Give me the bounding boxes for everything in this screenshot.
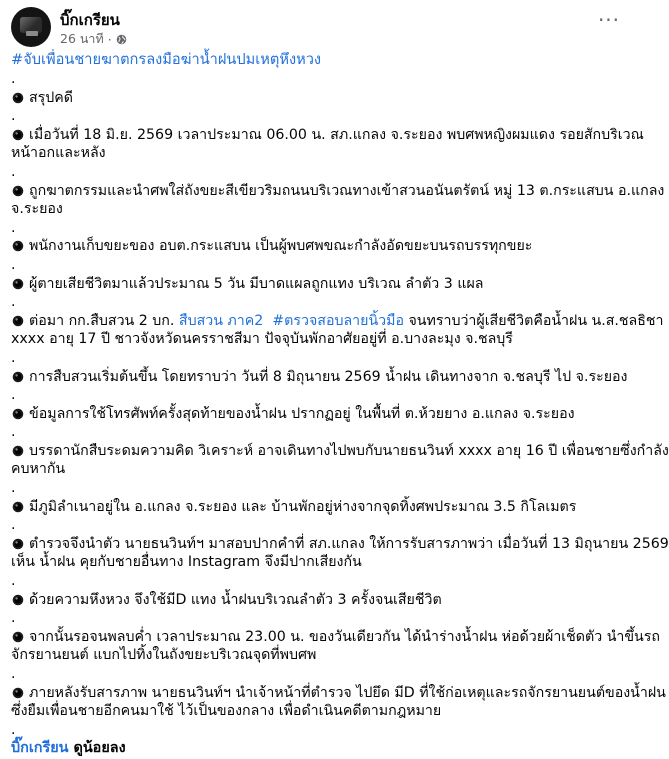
paragraph-3	[11, 237, 623, 256]
post-body	[11, 50, 669, 758]
more-options-icon[interactable]: ···	[597, 8, 621, 32]
paragraph-line: ภายหลังรับสารภาพ นายธนวินท์ฯ นำเจ้าหน้าที่ตำรวจ ไปยึด มีD ที่ใช้ก่อเหตุและรถจักรยานยนต์ของน้ำฝน	[29, 684, 666, 701]
paragraph-line: จักรยานยนต์ แบกไปทิ้งในถังขยะบริเวณจุดที่พบศพ	[11, 647, 317, 664]
dot-line: .	[11, 219, 16, 236]
summary-text: สรุปคดี	[29, 89, 73, 106]
dot-line: .	[11, 480, 16, 497]
paragraph-1	[11, 126, 644, 163]
paragraph-6	[11, 368, 628, 387]
paragraph-line: หน้าอกและหลัง	[11, 145, 106, 162]
paragraph-line: ผู้ตายเสียชีวิตมาแล้วประมาณ 5 วัน มีบาดแผลถูกแทง บริเวณ ลำตัว 3 แผล	[29, 275, 484, 292]
dot-line: .	[11, 294, 16, 311]
paragraph-line: เห็น น้ำฝน คุยกับชายอื่นทาง Instagram จึงมีปากเสียงกัน	[11, 554, 362, 571]
bullet-icon	[12, 371, 24, 383]
paragraph-line: ซึ่งยืมเพื่อนชายอีกคนมาใช้ ไว้เป็นของกลาง เพื่อดำเนินคดีตามกฎหมาย	[11, 703, 442, 720]
text-segment: จนทราบว่าผู้เสียชีวิตคือน้ำฝน น.ส.ชลธิชา	[403, 312, 664, 329]
bullet-icon	[12, 594, 24, 606]
paragraph-line: เมื่อวันที่ 18 มิ.ย. 2569 เวลาประมาณ 06.00 น. สภ.แกลง จ.ระยอง พบศพหญิงผมแดง รอยสักบริเวณ	[29, 126, 644, 143]
summary-line	[11, 89, 623, 108]
bullet-icon	[12, 538, 24, 550]
post-header	[11, 7, 623, 51]
paragraph-11	[11, 591, 623, 610]
hashtag-link[interactable]: #ตรวจสอบลายนิ้วมือ	[272, 312, 404, 329]
dot-line: .	[11, 573, 16, 590]
bullet-icon	[12, 687, 24, 699]
paragraph-4	[11, 275, 623, 294]
dot-line: .	[11, 349, 16, 366]
bullet-icon	[12, 185, 24, 197]
bullet-icon	[12, 129, 24, 141]
bullet-icon	[12, 501, 24, 513]
dot-line: .	[11, 666, 16, 682]
meta-separator: ·	[107, 31, 112, 47]
paragraph-line: จากนั้นรอจนพลบค่ำ เวลาประมาณ 23.00 น. ของวันเดียวกัน ได้นำร่างน้ำฝน ห่อด้วยผ้าเช็ดตัว นำขึ้นรถ	[29, 628, 660, 645]
globe-icon[interactable]	[116, 34, 127, 45]
text-gap	[263, 313, 272, 329]
paragraph-line: ตำรวจจึงนำตัว นายธนวินท์ฯ มาสอบปากคำที่ สภ.แกลง ให้การรับสารภาพว่า เมื่อวันที่ 13 มิถุนายน 2569	[29, 535, 669, 552]
bullet-icon	[12, 92, 24, 104]
bullet-icon	[12, 631, 24, 643]
paragraph-2	[11, 182, 665, 219]
see-less-link[interactable]: ดูน้อยลง	[68, 740, 126, 757]
author-link[interactable]: บิ๊กเกรียน	[11, 740, 69, 757]
post-meta	[60, 29, 127, 49]
paragraph-10	[11, 535, 669, 572]
paragraph-line: มีภูมิลำเนาอยู่ใน อ.แกลง จ.ระยอง และ บ้านพักอยู่ห่างจากจุดทิ้งศพประมาณ 3.5 กิโลเมตร	[29, 498, 577, 515]
paragraph-line: ข้อมูลการใช้โทรศัพท์ครั้งสุดท้ายของน้ำฝน ปรากฏอยู่ ในพื้นที่ ต.ห้วยยาง อ.แกลง จ.ระยอง	[29, 405, 575, 422]
paragraph-12	[11, 628, 660, 665]
paragraph-7	[11, 405, 623, 424]
post-title-hashtag[interactable]: #จับเพื่อนชายฆาตกรลงมือฆ่าน้ำฝนปมเหตุหึงหวง	[11, 51, 322, 68]
dot-line: .	[11, 424, 16, 441]
author-name[interactable]: บิ๊กเกรียน	[60, 11, 120, 29]
hashtag-link[interactable]: สืบสวน ภาค2	[178, 312, 264, 329]
dot-line: .	[11, 610, 16, 627]
author-avatar[interactable]	[11, 7, 51, 47]
paragraph-9	[11, 498, 623, 517]
dot-line: .	[11, 517, 16, 534]
paragraph-5	[11, 312, 664, 349]
paragraph-line: ด้วยความหึงหวง จึงใช้มีD แทง น้ำฝนบริเวณลำตัว 3 ครั้งจนเสียชีวิต	[29, 591, 442, 608]
dot-line: .	[11, 387, 16, 404]
paragraph-line: ถูกฆาตกรรมและนำศพใส่ถังขยะสีเขียวริมถนนบริเวณทางเข้าสวนอนันตรัตน์ หมู่ 13 ต.กระแสบน อ.แกลง	[29, 182, 665, 199]
paragraph-line: คบหากัน	[11, 461, 66, 478]
paragraph-line: บรรดานักสืบระดมความคิด วิเคราะห์ อาจเดินทางไปพบกับนายธนวินท์ xxxx อายุ 16 ปี เพื่อนชายซึ่งกำลัง	[29, 442, 669, 459]
paragraph-13	[11, 684, 666, 721]
dot-line: .	[11, 108, 16, 125]
bullet-icon	[12, 445, 24, 457]
bullet-icon	[12, 408, 24, 420]
text-segment: ต่อมา กก.สืบสวน 2 บก.	[29, 312, 179, 329]
paragraph-line: พนักงานเก็บขยะของ อบต.กระแสบน เป็นผู้พบศพขณะกำลังอัดขยะบนรถบรรทุกขยะ	[29, 238, 533, 255]
dot-line: .	[11, 721, 16, 738]
paragraph-line	[29, 312, 664, 331]
paragraph-line: การสืบสวนเริ่มต้นขึ้น โดยทราบว่า วันที่ 8 มิถุนายน 2569 น้ำฝน เดินทางจาก จ.ชลบุรี ไป จ.ระยอง	[29, 368, 628, 385]
bullet-icon	[12, 315, 24, 327]
post-footer	[11, 739, 623, 758]
dot-line: .	[11, 256, 16, 273]
paragraph-line: จ.ระยอง	[11, 201, 63, 218]
post-time[interactable]: 26 นาที	[60, 31, 104, 46]
paragraph-8	[11, 442, 669, 479]
paragraph-line: xxxx อายุ 17 ปี ชาวจังหวัดนครราชสีมา ปัจจุบันพักอาศัยอยู่ที่ อ.บางละมุง จ.ชลบุรี	[11, 331, 513, 348]
bullet-icon	[12, 240, 24, 252]
bullet-icon	[12, 278, 24, 290]
dot-line: .	[11, 71, 16, 87]
dot-line: .	[11, 163, 16, 180]
